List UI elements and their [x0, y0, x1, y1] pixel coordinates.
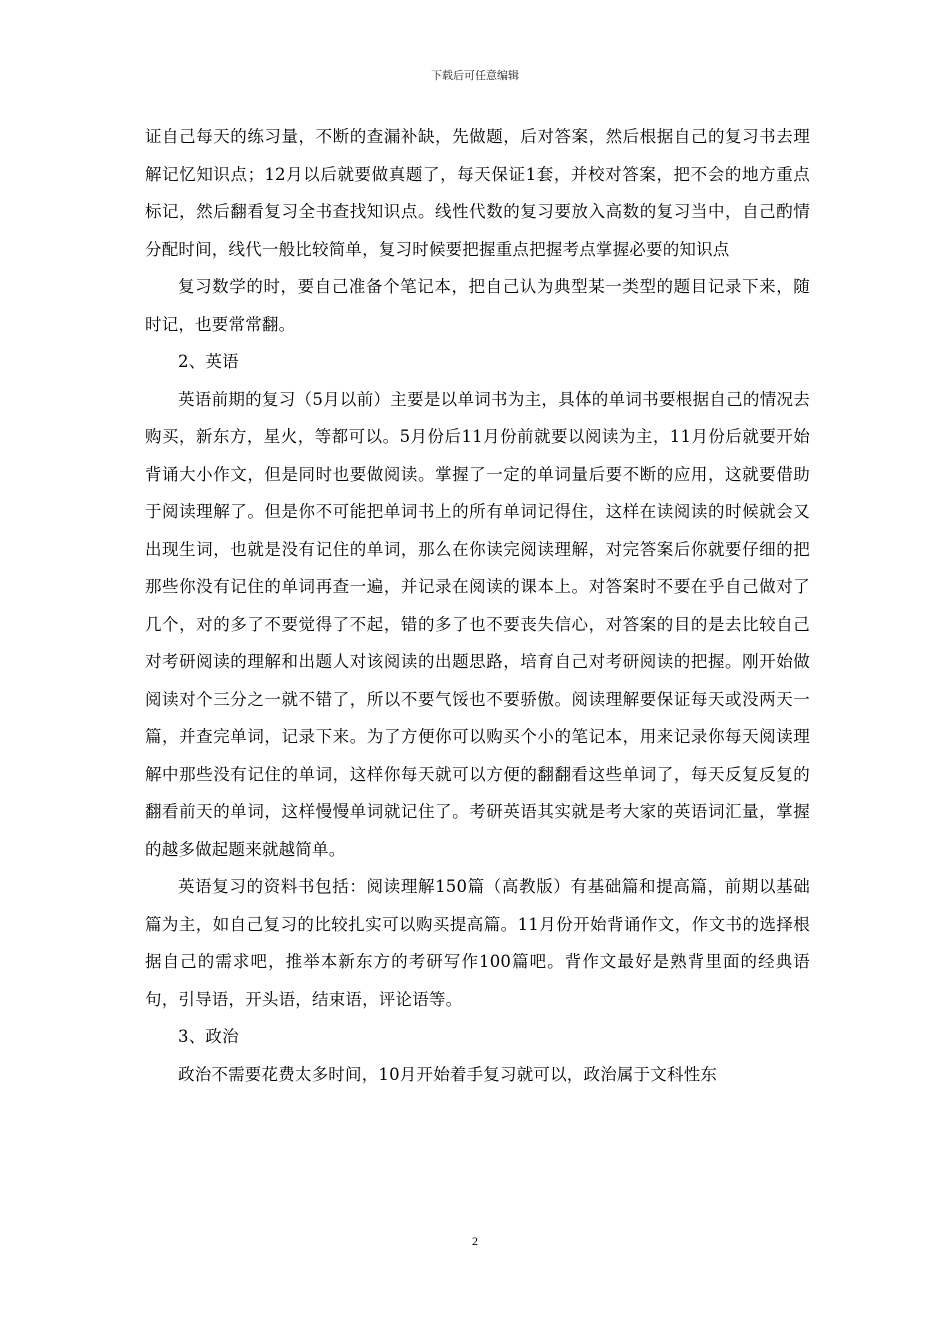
paragraph-math-notebook: 复习数学的时，要自己准备个笔记本，把自己认为典型某一类型的题目记录下来，随时记，也要常常翻。: [145, 277, 810, 334]
page-header: 下载后可任意编辑: [431, 69, 519, 82]
document-body: [145, 118, 810, 1093]
section-heading-politics: 3、政治: [178, 1027, 239, 1046]
paragraph-english-strategy: 英语前期的复习（5月以前）主要是以单词书为主，具体的单词书要根据自己的情况去购买，新东方，星火，等都可以。5月份后11月份前就要以阅读为主，11月份后就要开始背诵大小作文，但是同时也要做阅读。掌握了一定的单词量后要不断的应用，这就要借助于阅读理解了。但是你不可能把单词书上的所有单词记得住，这样在读阅读的时候就会又出现生词，也就是没有记住的单词，那么在你读完阅读理解，对完答案后你就要仔细的把那些你没有记住的单词再查一遍，并记录在阅读的课本上。对答案时不要在乎自己做对了几个，对的多了不要觉得了不起，错的多了也不要丧失信心，对答案的目的是去比较自己对考研阅读的理解和出题人对该阅读的出题思路，培育自己对考研阅读的把握。刚开始做阅读对个三分之一就不错了，所以不要气馁也不要骄傲。阅读理解要保证每天或没两天一篇，并查完单词，记录下来。为了方便你可以购买个小的笔记本，用来记录你每天阅读理解中那些没有记住的单词，这样你每天就可以方便的翻翻看这些单词了，每天反复反复的翻看前天的单词，这样慢慢单词就记住了。考研英语其实就是考大家的英语词汇量，掌握的越多做起题来就越简单。: [145, 389, 810, 859]
paragraph-english-materials: 英语复习的资料书包括：阅读理解150篇（高教版）有基础篇和提高篇，前期以基础篇为主，如自己复习的比较扎实可以购买提高篇。11月份开始背诵作文，作文书的选择根据自己的需求吧，推举本新东方的考研写作100篇吧。背作文最好是熟背里面的经典语句，引导语，开头语，结束语，评论语等。: [145, 877, 810, 1009]
page-number: 2: [472, 1234, 478, 1248]
section-heading-english: 2、英语: [178, 352, 239, 371]
paragraph-math-continued: 证自己每天的练习量，不断的查漏补缺，先做题，后对答案，然后根据自己的复习书去理解记忆知识点；12月以后就要做真题了，每天保证1套，并校对答案，把不会的地方重点标记，然后翻看复习全书查找知识点。线性代数的复习要放入高数的复习当中，自己酌情分配时间，线代一般比较简单，复习时候要把握重点把握考点掌握必要的知识点: [145, 127, 810, 259]
paragraph-politics: 政治不需要花费太多时间，10月开始着手复习就可以，政治属于文科性东: [178, 1064, 718, 1084]
